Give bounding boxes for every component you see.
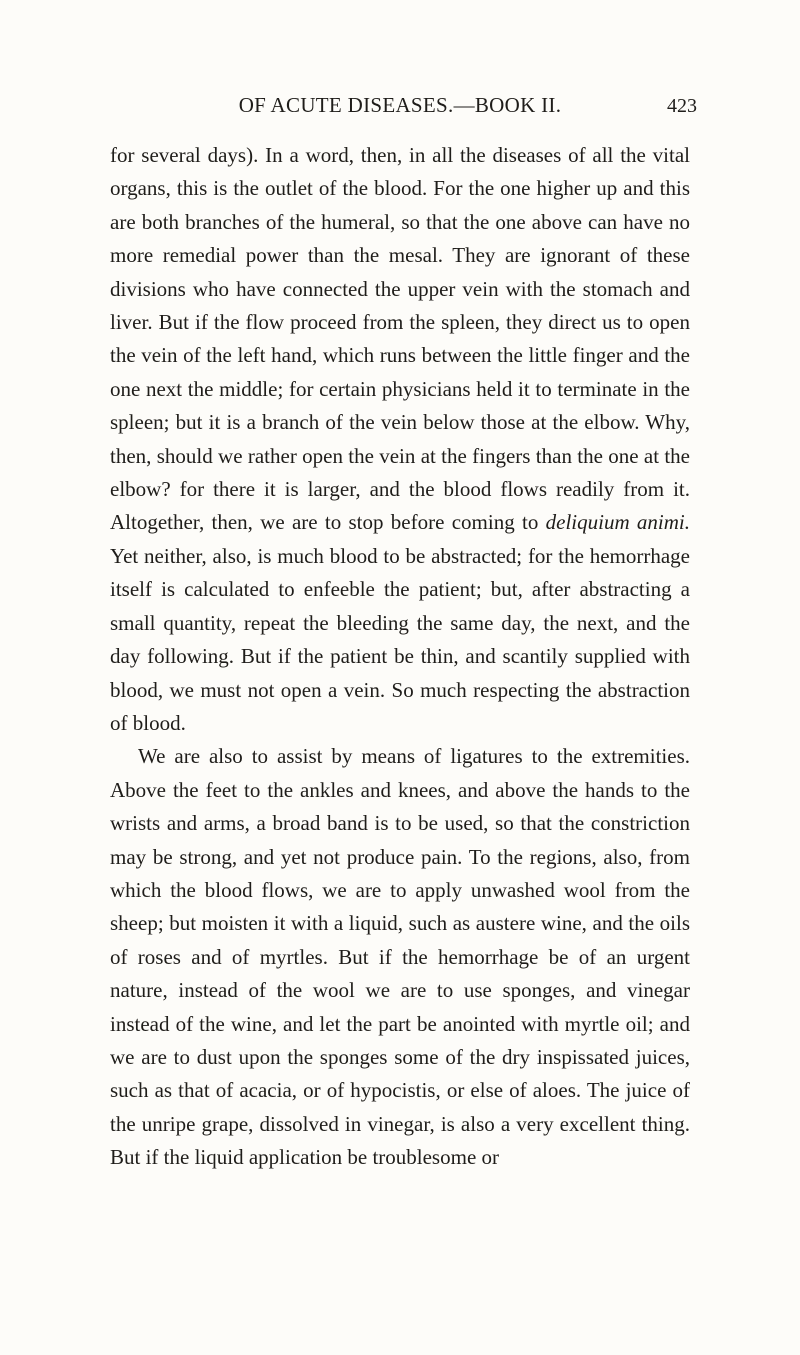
- page-number: 423: [667, 95, 697, 117]
- paragraph-ligatures: We are also to assist by means of ligatures to the extremities. Above the feet to the ankles and knees, and above the hands to the wrists and arms, a broad band is to be used, so that the constriction may be strong, and yet not produce pain. To the regions, also, from which the blood flows, we are to apply unwashed wool from the sheep; but moisten it with a liquid, such as austere wine, and the oils of roses and of myrtles. But if the hemorrhage be of an urgent nature, instead of the wool we are to use sponges, and vinegar instead of the wine, and let the part be anointed with myrtle oil; and we are to dust upon the sponges some of the dry inspissated juices, such as that of acacia, or of hypocistis, or else of aloes. The juice of the unripe grape, dissolved in vinegar, is also a very excellent thing. But if the liquid application be troublesome or: [110, 744, 690, 1170]
- running-title: OF ACUTE DISEASES.—BOOK II.: [238, 93, 562, 117]
- paragraph-bloodletting: [110, 139, 690, 740]
- paragraph-text-continued: Yet neither, also, is much blood to be abstracted; for the hemorrhage itself is calculated to enfeeble the patient; but, after abstracting a small quantity, repeat the bleeding the same day, the next, and the day following. But if the patient be thin, and scantily supplied with blood, we must not open a vein. So much respecting the abstraction of blood.: [110, 543, 690, 735]
- body-text: [110, 139, 690, 1175]
- italic-phrase: deliquium animi.: [545, 510, 690, 535]
- paragraph-text: for several days). In a word, then, in all the diseases of all the vital organs, this is the outlet of the blood. For the one higher up and this are both branches of the humeral, so that the one above can have no more remedial power than the mesal. They are ignorant of these divisions who have connected the upper vein with the stomach and liver. But if the flow proceed from the spleen, they direct us to open the vein of the left hand, which runs between the little finger and the one next the middle; for certain physicians held it to terminate in the spleen; but it is a branch of the vein below those at the elbow. Why, then, should we rather open the vein at the fingers than the one at the elbow? for there it is larger, and the blood flows readily from it. Altogether, then, we are to stop before coming to: [110, 143, 690, 535]
- running-head: [0, 93, 800, 123]
